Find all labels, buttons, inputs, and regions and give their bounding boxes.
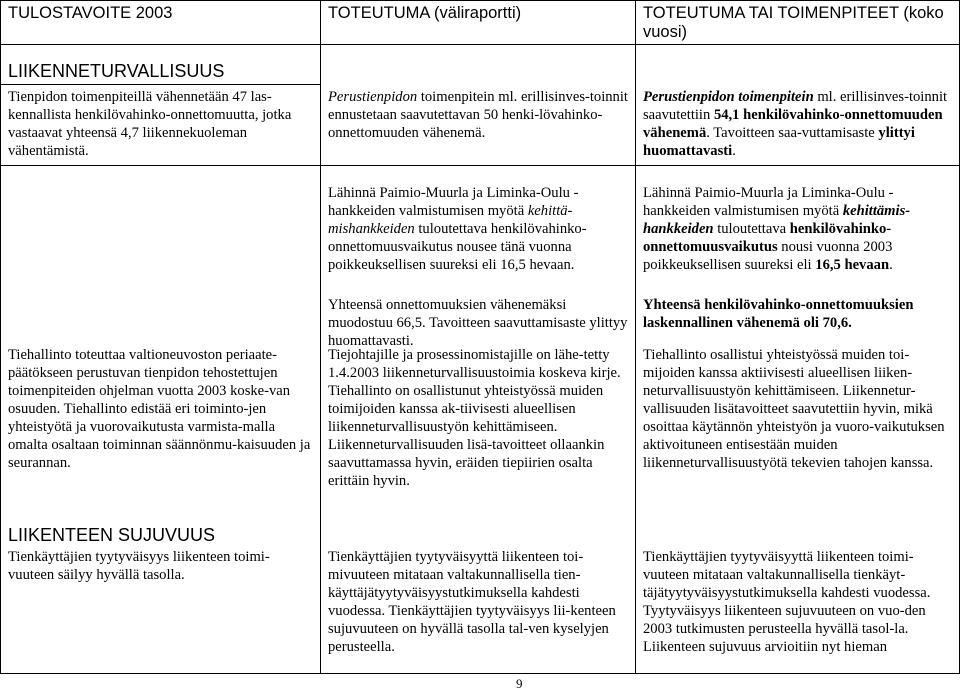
full-safety-2-bold-italic: kehittämis-hankkeiden <box>643 203 911 237</box>
full-safety-1-bold2: ylittyi huomattavasti <box>643 125 915 159</box>
interim-safety-1-italic: Perustienpidon <box>328 89 418 105</box>
row-divider-safety <box>0 165 960 166</box>
full-safety-2-plain3: nousi vuonna 2003 poikkeuksellisen suureksi eli <box>643 239 893 273</box>
interim-flow-text: Tienkäyttäjien tyytyväisyyttä liikenteen toi-mivuuteen mitataan valtakunnallisella tien-käyttäjätyytyväisyystutkimuksella kahdesti vuodessa. Tienkäyttäjien tyytyväisyys lii-kenteen sujuvuuteen on hyvällä tasolla tal-ven kyselyjen perusteella. <box>328 549 616 655</box>
full-safety-1-bold-italic: Perustienpidon toimenpitein <box>643 89 814 105</box>
goal-policy-text: Tiehallinto toteuttaa valtioneuvoston periaate-päätökseen perustuvan tienpidon tehostettujen toimenpiteiden ohjelman vuotta 2003 koske-van osuuden. Tiehallinto edistää eri toiminto-jen yhteistyötä ja vuorovaikutusta varmista-malla omalta osaltaan toiminnan säännönmu-kaisuuden ja seurannan. <box>8 347 311 471</box>
interim-safety-2-plain1: Lähinnä Paimio-Muurla ja Liminka-Oulu -hankkeiden valmistumisen myötä <box>328 185 579 219</box>
column-divider-2 <box>635 0 636 673</box>
header-goal: TULOSTAVOITE 2003 <box>8 4 173 22</box>
full-safety-2-bold2: 16,5 hevaan <box>815 257 890 273</box>
full-flow-text: Tienkäyttäjien tyytyväisyyttä liikenteen toimi-vuuteen mitataan valtakunnallisella tienkäyt-täjätyytyväisyystutkimuksella kahdesti vuodessa. Tyytyväisyys liikenteen sujuvuuteen on vuo-den 2003 tutkimusten perusteella hyvällä tasol-la. Liikenteen sujuvuus arvioitiin nyt hieman <box>643 549 931 655</box>
page-number: 9 <box>516 676 523 691</box>
table-top-border <box>0 0 960 1</box>
header-interim: TOTEUTUMA (väliraportti) <box>328 4 522 22</box>
interim-safety-3: Yhteensä onnettomuuksien vähenemäksi muodostuu 66,5. Tavoitteen saavuttamisaste ylittyy huomattavasti. <box>328 297 628 349</box>
full-safety-2-plain1: Lähinnä Paimio-Muurla ja Liminka-Oulu -hankkeiden valmistumisen myötä <box>643 185 894 219</box>
interim-safety-1-rest: toimenpitein ml. erillisinves-toinnit ennustetaan saavutettavan 50 henki-lövahinko-onnettomuuden vähenemä. <box>328 89 628 141</box>
full-safety-1-plain2: . Tavoitteen saa-vuttamisaste <box>706 125 879 141</box>
section-title-underline <box>0 84 320 85</box>
table-bottom-border <box>0 673 960 674</box>
interim-policy-text: Tiejohtajille ja prosessinomistajille on lähe-tetty 1.4.2003 liikenneturvallisuustoimia koskeva kirje. Tiehallinto on osallistunut yhteistyössä muiden toimijoiden kanssa ak-tiivisesti alueellisen liikenneturvallisuustyön kehittämiseen. Liikenneturvallisuuden lisä-tavoitteet ollaankin saavuttamassa hyvin, eräiden tiepiirien osalta erittäin hyvin. <box>328 347 621 489</box>
table-left-border <box>0 0 1 673</box>
full-safety-3: Yhteensä henkilövahinko-onnettomuuksien laskennallinen vähenemä oli 70,6. <box>643 297 914 331</box>
full-safety-2-bold1: henkilövahinko-onnettomuusvaikutus <box>643 221 892 255</box>
section-title-safety: LIIKENNETURVALLISUUS <box>8 61 225 81</box>
header-full-year: TOTEUTUMA TAI TOIMENPITEET (koko vuosi) <box>643 4 944 41</box>
full-safety-2-plain2: tuloutettava <box>713 221 790 237</box>
interim-safety-1 <box>328 88 628 142</box>
full-safety-1-bold1: 54,1 henkilövahinko-onnettomuuden vähenemä <box>643 107 943 141</box>
full-safety-1-plain3: . <box>732 143 736 159</box>
interim-safety-2-plain2: tuloutettava henkilövahinko-onnettomuusvaikutus nousee tänä vuonna poikkeuksellisen suureksi eli 16,5 hevaan. <box>328 221 587 273</box>
interim-safety-2 <box>328 184 628 274</box>
goal-flow-text: Tienkäyttäjien tyytyväisyys liikenteen toimi-vuuteen säilyy hyvällä tasolla. <box>8 549 270 583</box>
full-safety-2 <box>643 184 953 274</box>
full-policy-text: Tiehallinto osallistui yhteistyössä muiden toi-mijoiden kanssa aktiivisesti alueellisen liiken-neturvallisuustyön kehittämiseen. Liikennetur-vallisuuden lisätavoitteet saavutettiin hyvin, mikä osoittaa käytännön yhteistyön ja vuoro-vaikutuksen aktivoituneen entisestään muiden liikenneturvallisuustyötä tekevien tahojen kanssa. <box>643 347 945 471</box>
full-safety-2-plain4: . <box>889 257 893 273</box>
section-title-flow: LIIKENTEEN SUJUVUUS <box>8 525 216 545</box>
interim-safety-2-italic: kehittä-mishankkeiden <box>328 203 573 237</box>
full-safety-1-plain1: ml. erillisinves-toinnit saavutettiin <box>643 89 948 123</box>
full-safety-1 <box>643 88 953 160</box>
column-divider-1 <box>320 0 321 673</box>
header-bottom-border <box>0 44 960 45</box>
goal-safety-text: Tienpidon toimenpiteillä vähennetään 47 las-kennallista henkilövahinko-onnettomuutta, jotka vastaavat yhteensä 4,7 liikennekuoleman vähentämistä. <box>8 89 292 159</box>
